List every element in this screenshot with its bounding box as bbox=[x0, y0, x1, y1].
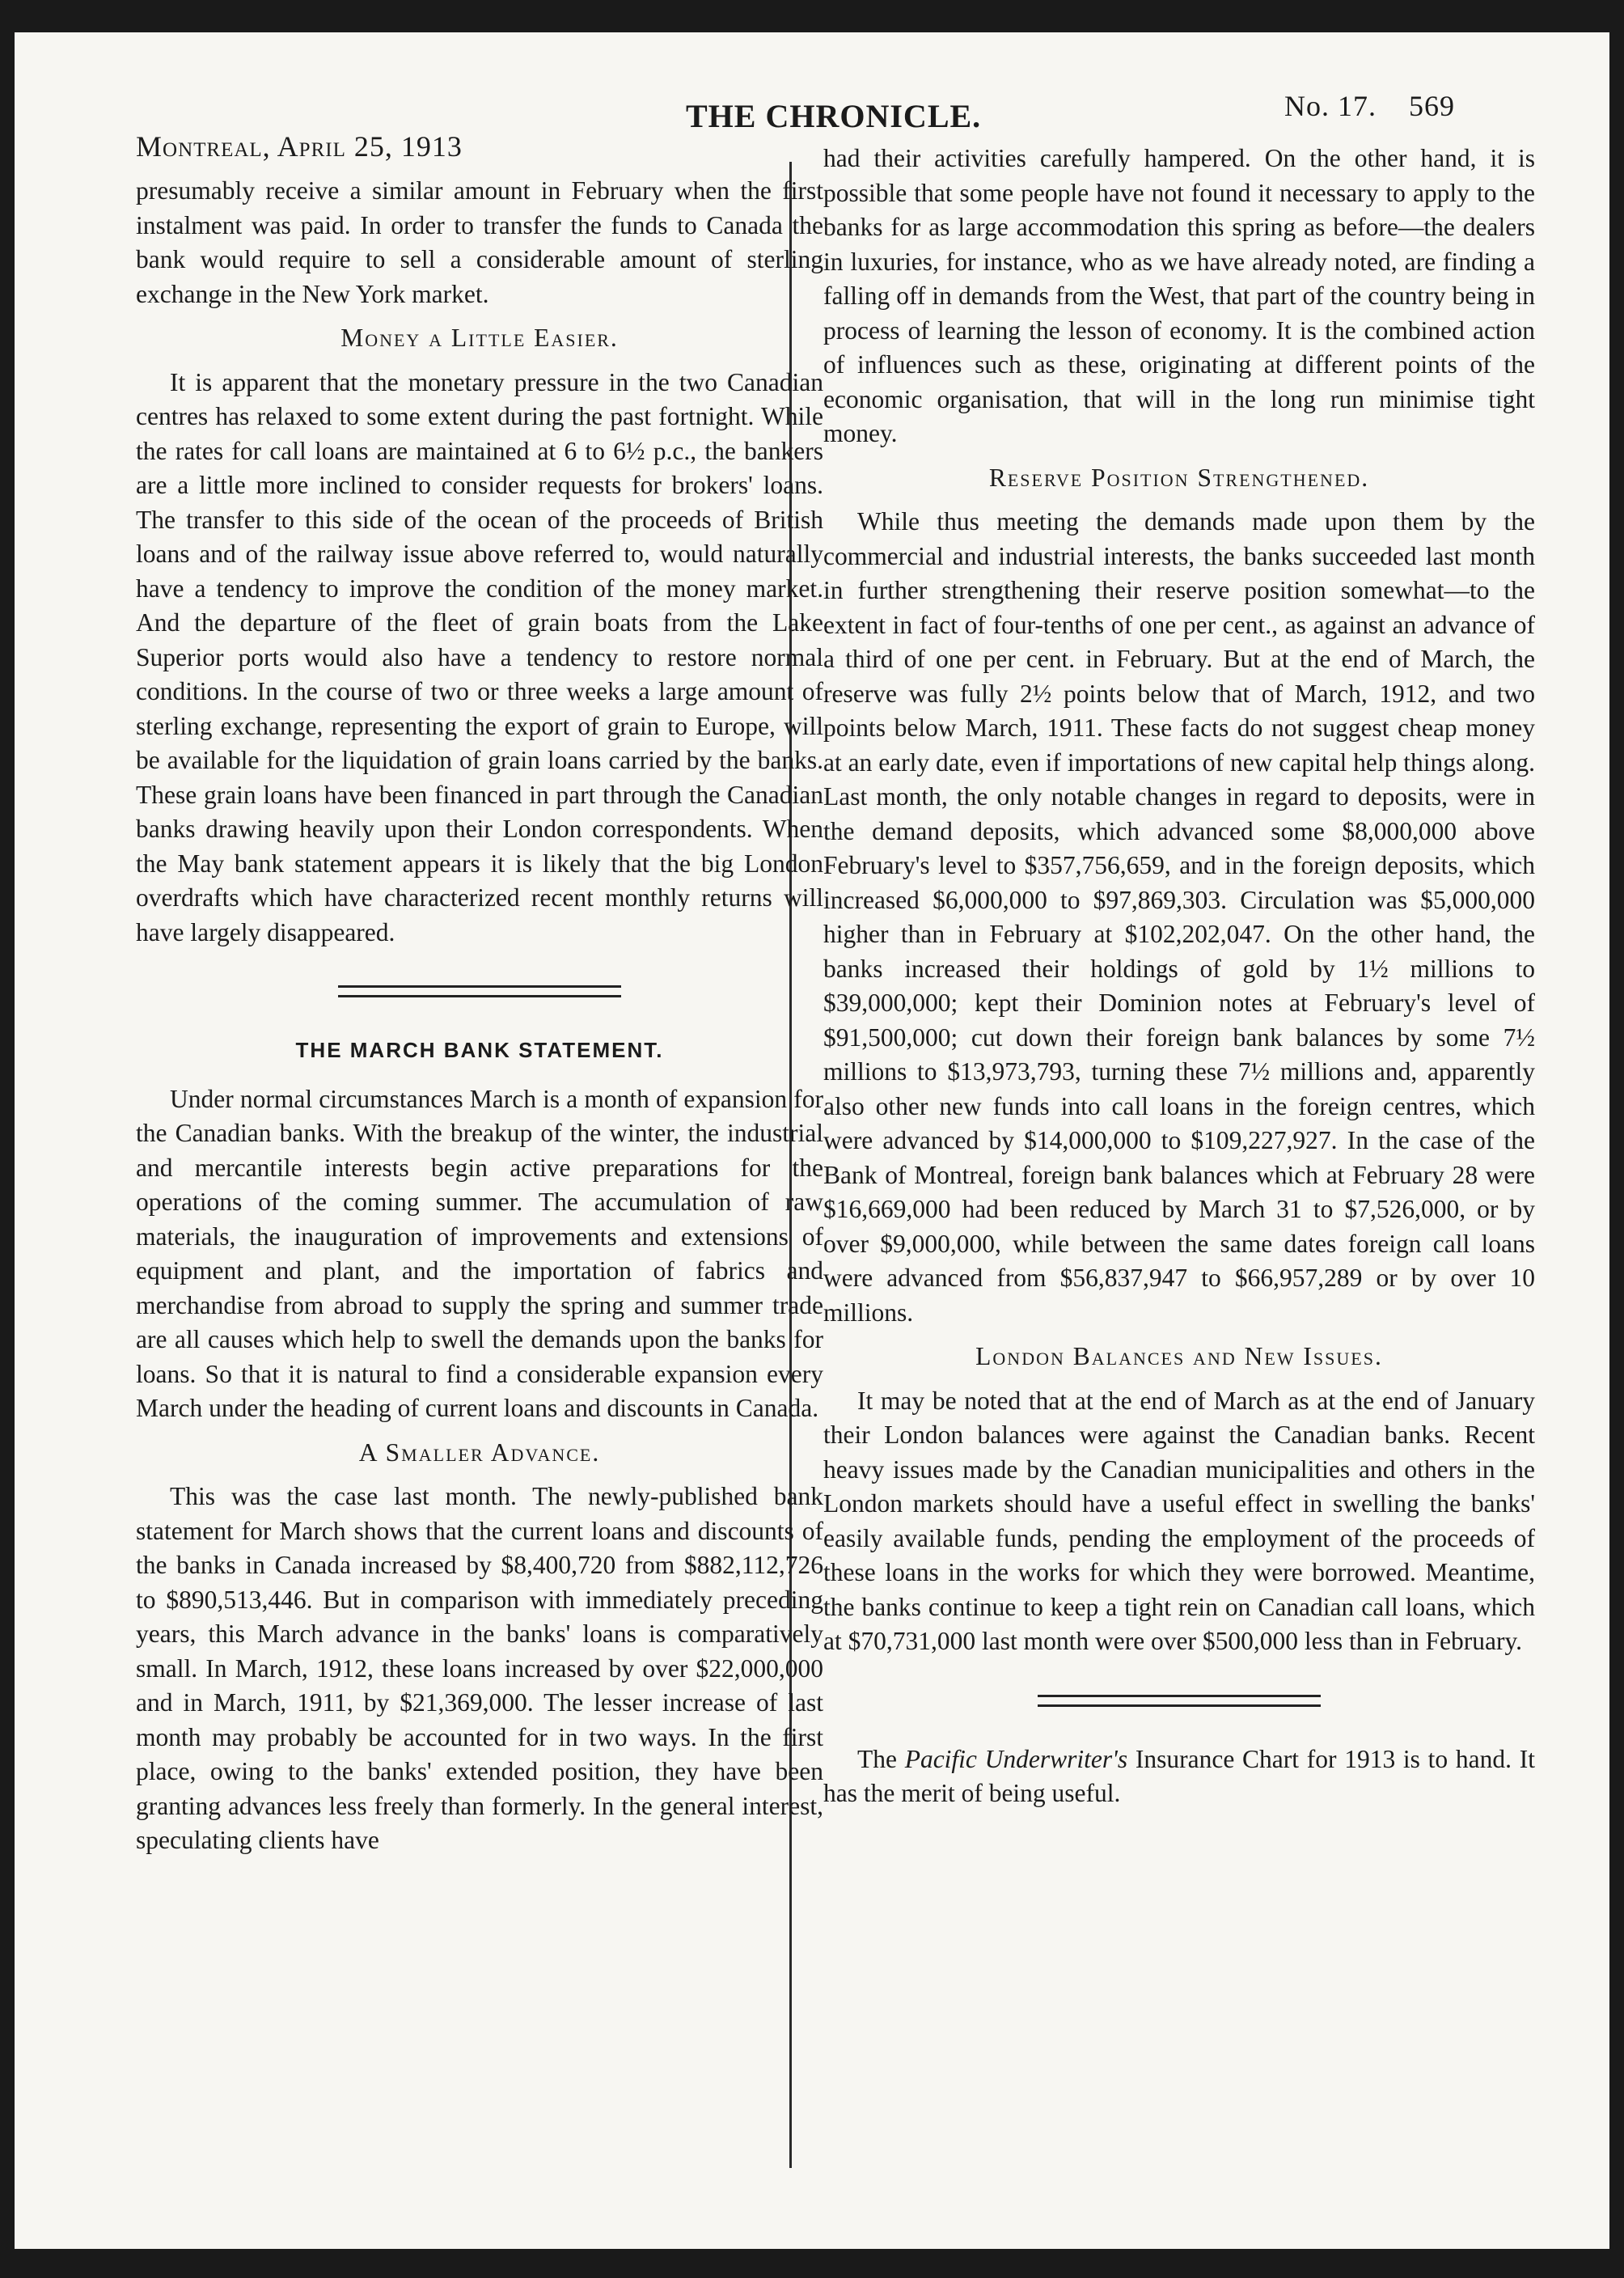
newspaper-page bbox=[15, 32, 1609, 2249]
section-rule bbox=[338, 985, 621, 997]
left-paragraph-3: Under normal circumstances March is a month of expansion for the Canadian banks. With the breakup of the winter, the industrial and mercantile interests begin active preparations for the operations of the coming summer. The accumulation of raw materials, the inauguration of improvements and extensions of equipment and plant, and the importation of fabrics and merchandise from abroad to supply the spring and summer trade are all causes which help to swell the demands upon the banks for loans. So that it is natural to find a considerable expansion every March under the heading of current loans and discounts in Canada. bbox=[136, 1084, 823, 1422]
left-paragraph-1: presumably receive a similar amount in February when the first instalment was paid. In order to transfer the funds to Canada the bank would require to sell a considerable amount of sterling exchange in the New York market. bbox=[136, 176, 823, 308]
dateline: Montreal, April 25, 1913 bbox=[136, 130, 463, 163]
right-paragraph-2: While thus meeting the demands made upon them by the commercial and industrial interests, the banks succeeded last month in further strengthening their reserve position somewhat—to the extent in fact of four-tenths of one per cent., as against an advance of a third of one per cent. in February. But at the end of March, the reserve was fully 2½ points below that of March, 1912, and two points below March, 1911. These facts do not suggest cheap money at an early date, even if importations of new capital help things along. Last month, the only notable changes in regard to deposits, were in the demand deposits, which advanced some $8,000,000 above February's level to $357,756,659, and in the foreign deposits, which increased $6,000,000 to $97,869,303. Circulation was $5,000,000 higher than in February at $102,202,047. On the other hand, the banks increased their holdings of gold by 1½ millions to $39,000,000; kept their Dominion notes at February's level of $91,500,000; cut down their foreign bank balances by some 7½ millions to $13,973,793, turning these 7½ millions and, apparently also other new funds into call loans in the foreign centres, which were advanced by $14,000,000 to $109,227,927. In the case of the Bank of Montreal, foreign bank balances which at February 28 were $16,669,000 had been reduced by March 31 to $7,526,000, or by over $9,000,000, while between the same dates foreign call loans were advanced from $56,837,947 to $66,957,289 or by over 10 millions. bbox=[823, 507, 1535, 1327]
note-publication-name: Pacific Underwriter's bbox=[904, 1744, 1128, 1773]
left-paragraph-2: It is apparent that the monetary pressure in the two Canadian centres has relaxed to some extent during the past fortnight. While the rates for call loans are maintained at 6 to 6½ p.c., the bankers are a little more inclined to consider requests for brokers' loans. The transfer to this side of the ocean of the proceeds of British loans and of the railway issue above referred to, would naturally have a tendency to improve the condition of the money market. And the departure of the fleet of grain boats from the Lake Superior ports would also have a tendency to restore normal conditions. In the course of two or three weeks a large amount of sterling exchange, representing the export of grain to Europe, will be available for the liquidation of grain loans carried by the banks. These grain loans have been financed in part through the Canadian banks drawing heavily upon their London correspondents. When the May bank statement appears it is likely that the big London overdrafts which have characterized recent monthly returns will have largely disappeared. bbox=[136, 367, 823, 946]
note-text-start: The bbox=[857, 1744, 905, 1773]
subheading-london-balances: London Balances and New Issues. bbox=[975, 1342, 1383, 1370]
left-column bbox=[136, 174, 823, 1858]
right-column bbox=[823, 142, 1535, 1811]
issue-number: No. 17. bbox=[1284, 90, 1377, 122]
issue-info bbox=[1284, 89, 1455, 123]
left-paragraph-4: This was the case last month. The newly-published bank statement for March shows that the current loans and discounts of the banks in Canada increased by $8,400,720 from $882,112,726 to $890,513,446. But in comparison with immediately preceding years, this March advance in the banks' loans is comparatively small. In March, 1912, these loans increased by over $22,000,000 and in March, 1911, by $21,369,000. The lesser increase of last month may probably be accounted for in two ways. In the first place, owing to the banks' extended position, they have been granting advances less freely than formerly. In the general interest, speculating clients have bbox=[136, 1482, 823, 1854]
insurance-chart-note bbox=[823, 1742, 1535, 1811]
right-paragraph-3: It may be noted that at the end of March as at the end of January their London balances were against the Canadian banks. Recent heavy issues made by the Canadian municipalities and others in the London markets should have a useful effect in swelling the banks' easily available funds, pending the employment of the proceeds of these loans in the works for which they were borrowed. Meantime, the banks continue to keep a tight rein on Canadian call loans, which at $70,731,000 last month were over $500,000 less than in February. bbox=[823, 1386, 1535, 1655]
publication-title: THE CHRONICLE. bbox=[686, 98, 982, 134]
subheading-reserve-position: Reserve Position Strengthened. bbox=[988, 463, 1370, 492]
section-rule-right bbox=[1038, 1695, 1321, 1707]
page-number: 569 bbox=[1409, 90, 1455, 122]
subheading-smaller-advance: A Smaller Advance. bbox=[358, 1438, 601, 1467]
article-title: THE MARCH BANK STATEMENT. bbox=[295, 1038, 664, 1062]
right-paragraph-1: had their activities carefully hampered. On the other hand, it is possible that some people have not found it necessary to apply to the banks for as large accommodation this spring as before—the dealers in luxuries, for instance, who as we have already noted, are finding a falling off in demands from the West, that part of the country being in process of learning the lesson of economy. It is the combined action of influences such as these, originating at different points of the economic organisation, that will in the long run minimise tight money. bbox=[823, 144, 1535, 447]
note-text-end: Insurance Chart for 1913 is to hand. It has the merit of being useful. bbox=[823, 1744, 1535, 1807]
subheading-money-easier: Money a Little Easier. bbox=[340, 324, 619, 352]
page-header bbox=[15, 57, 1609, 163]
